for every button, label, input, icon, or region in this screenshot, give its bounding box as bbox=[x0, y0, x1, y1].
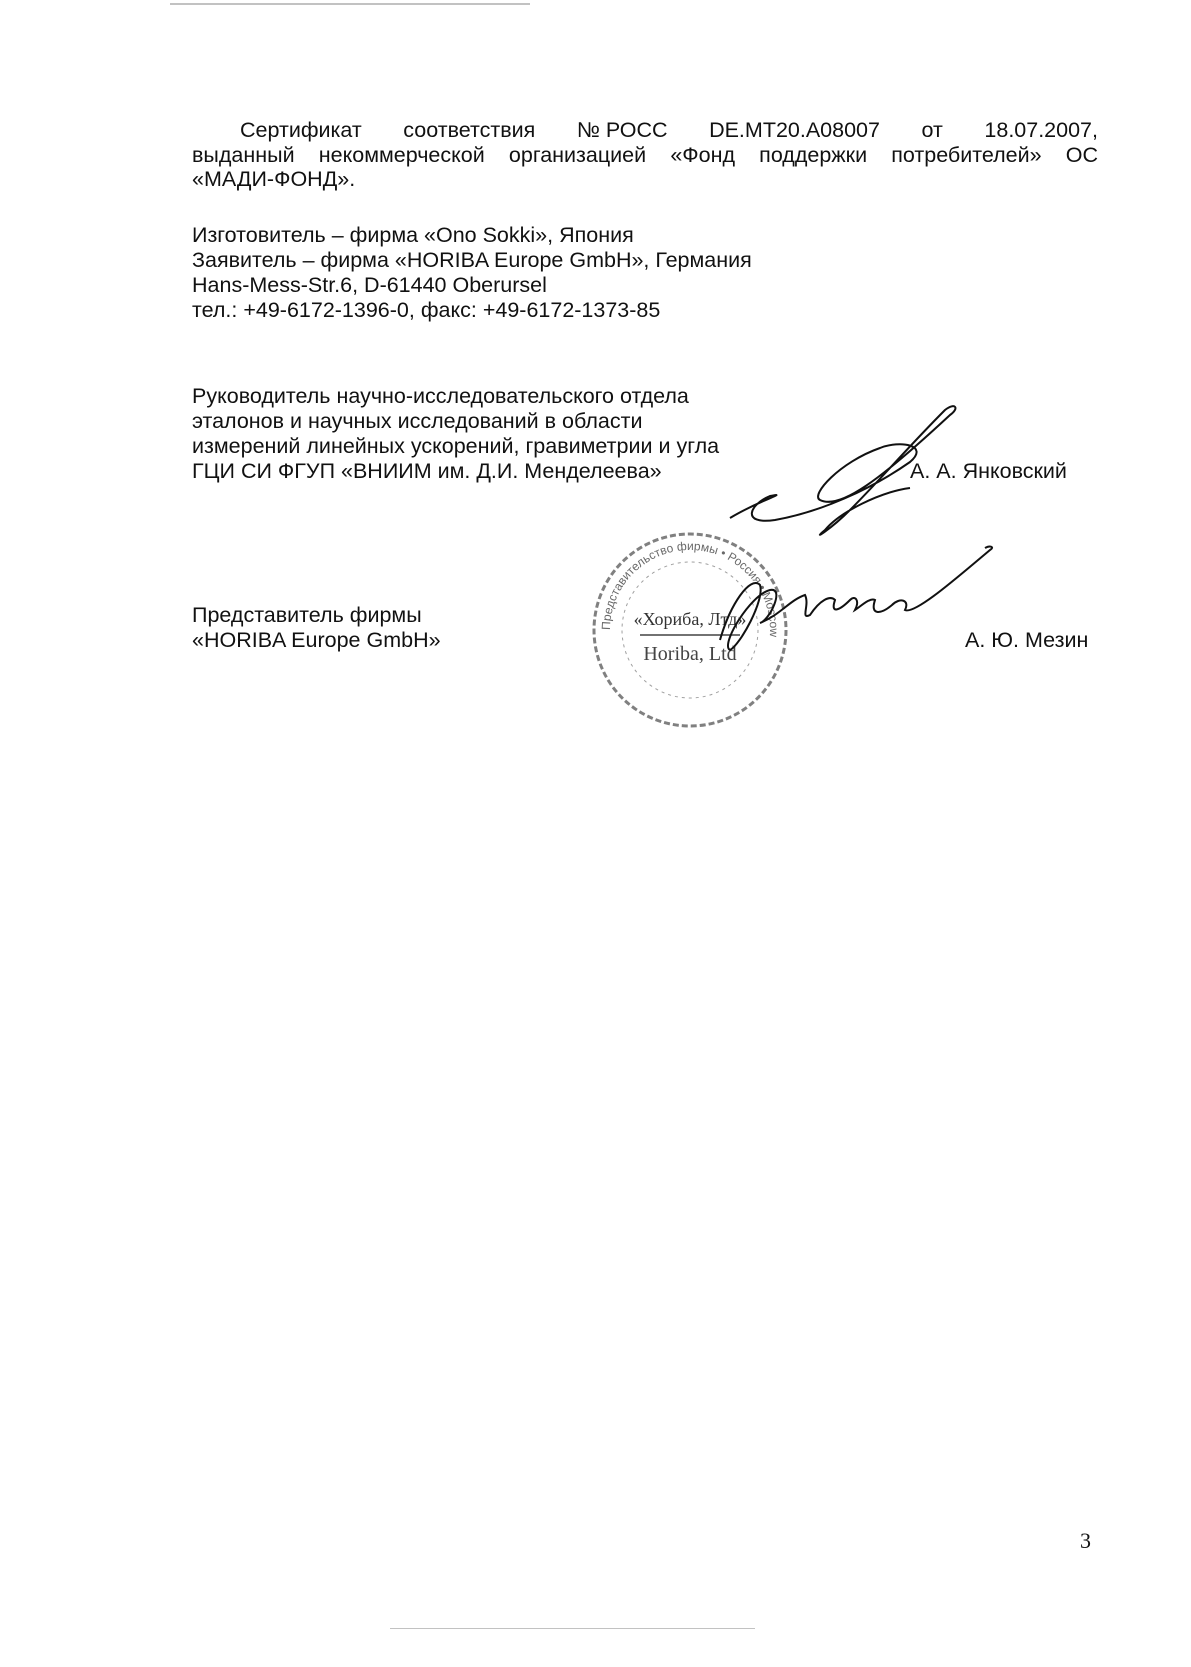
manufacturer-line: Изготовитель – фирма «Ono Sokki», Япония bbox=[192, 223, 634, 247]
signatory2-title-line: Представитель фирмы bbox=[192, 603, 422, 627]
certificate-word: потребителей» bbox=[891, 143, 1042, 167]
certificate-word: № РОСС bbox=[576, 118, 668, 142]
address-line: Hans-Mess-Str.6, D-61440 Oberursel bbox=[192, 273, 547, 297]
certificate-word: выданный bbox=[192, 143, 295, 167]
certificate-word: некоммерческой bbox=[318, 143, 485, 167]
scan-artifact-bottom bbox=[390, 1628, 755, 1629]
certificate-line-1 bbox=[192, 118, 1098, 142]
scan-artifact-top bbox=[170, 3, 530, 5]
certificate-number: DE.MT20.A08007 bbox=[709, 118, 880, 142]
svg-text:Представительство фирмы • Росс: Представительство фирмы • Россия • Moscow bbox=[598, 538, 782, 638]
applicant-line: Заявитель – фирма «HORIBA Europe GmbH», Германия bbox=[192, 248, 752, 272]
svg-text:«Хориба, Лтд»: «Хориба, Лтд» bbox=[633, 609, 747, 629]
svg-text:Horiba, Ltd: Horiba, Ltd bbox=[643, 643, 737, 665]
signatory2-title-line: «HORIBA Europe GmbH» bbox=[192, 628, 441, 652]
certificate-date: 18.07.2007, bbox=[984, 118, 1098, 142]
certificate-line-2 bbox=[192, 143, 1098, 167]
page-number: 3 bbox=[1080, 1528, 1091, 1553]
signatory1-title-line: эталонов и научных исследований в области bbox=[192, 409, 643, 433]
certificate-word: соответствия bbox=[403, 118, 536, 142]
contacts-line: тел.: +49-6172-1396-0, факс: +49-6172-1373-85 bbox=[192, 298, 661, 322]
certificate-word: Сертификат bbox=[240, 118, 362, 142]
signatory1-title-line: ГЦИ СИ ФГУП «ВНИИМ им. Д.И. Менделеева» bbox=[192, 459, 662, 483]
signature-mezin-icon bbox=[660, 545, 990, 655]
certificate-word: от bbox=[921, 118, 943, 142]
signatory1-title-line: Руководитель научно-исследовательского отдела bbox=[192, 384, 689, 408]
certificate-line-3: «МАДИ-ФОНД». bbox=[192, 167, 356, 191]
certificate-word: «Фонд bbox=[670, 143, 735, 167]
certificate-word: поддержки bbox=[759, 143, 868, 167]
certificate-word: организацией bbox=[508, 143, 647, 167]
signatory1-name: А. А. Янковский bbox=[910, 459, 1067, 483]
signatory2-name: А. Ю. Мезин bbox=[965, 628, 1089, 652]
signatory1-title-line: измерений линейных ускорений, гравиметрии и угла bbox=[192, 434, 720, 458]
certificate-word: ОС bbox=[1065, 143, 1098, 167]
